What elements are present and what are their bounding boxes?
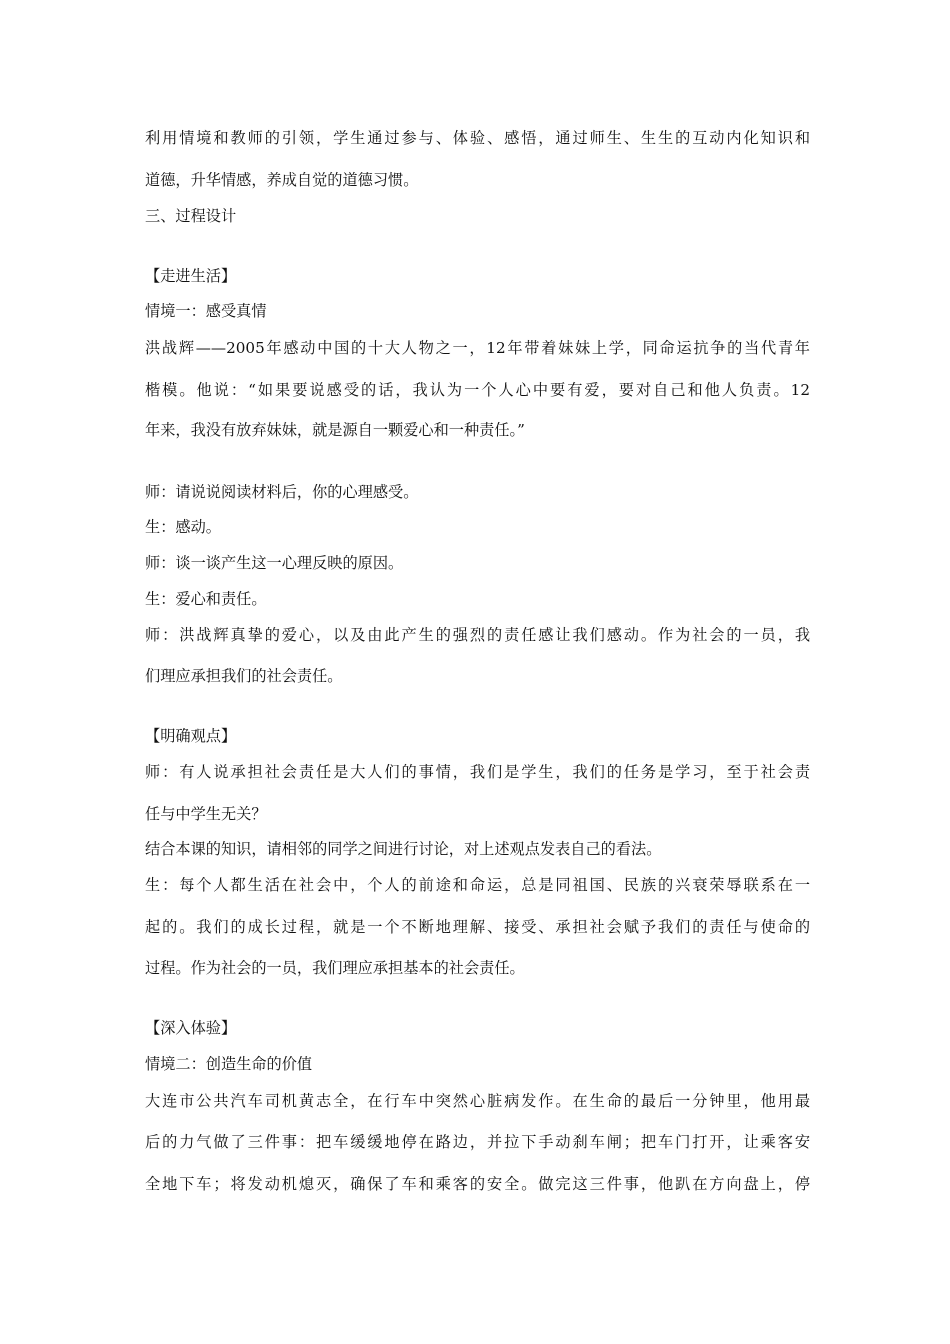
paragraph-line: 洪战辉——2005年感动中国的十大人物之一，12年带着妹妹上学，同命运抗争的当代青年 <box>145 339 810 357</box>
scenario-title: 情境二：创造生命的价值 <box>145 1055 313 1073</box>
paragraph-line: 道德，升华情感，养成自觉的道德习惯。 <box>145 171 419 189</box>
dialogue-line: 师：洪战辉真挚的爱心，以及由此产生的强烈的责任感让我们感动。作为社会的一员，我 <box>145 626 810 644</box>
dialogue-line: 生：爱心和责任。 <box>145 590 267 608</box>
dialogue-line: 师：谈一谈产生这一心理反映的原因。 <box>145 554 404 572</box>
dialogue-line: 师：有人说承担社会责任是大人们的事情，我们是学生，我们的任务是学习，至于社会责 <box>145 763 810 781</box>
dialogue-line: 师：请说说阅读材料后，你的心理感受。 <box>145 483 419 501</box>
paragraph-line: 年来，我没有放弃妹妹，就是源自一颗爱心和一种责任。” <box>145 421 525 439</box>
paragraph-line: 起的。我们的成长过程，就是一个不断地理解、接受、承担社会赋予我们的责任与使命的 <box>145 918 810 936</box>
dialogue-line: 们理应承担我们的社会责任。 <box>145 667 343 685</box>
paragraph-line: 利用情境和教师的引领，学生通过参与、体验、感悟，通过师生、生生的互动内化知识和 <box>145 129 810 147</box>
dialogue-line: 生：感动。 <box>145 518 221 536</box>
section-tag-mingque-guandian: 【明确观点】 <box>145 727 237 745</box>
paragraph-line: 过程。作为社会的一员，我们理应承担基本的社会责任。 <box>145 959 525 977</box>
section-tag-zoujin-shenghuo: 【走进生活】 <box>145 267 237 285</box>
dialogue-line: 任与中学生无关？ <box>145 805 267 823</box>
paragraph-line: 大连市公共汽车司机黄志全，在行车中突然心脏病发作。在生命的最后一分钟里，他用最 <box>145 1092 810 1110</box>
scenario-title: 情境一：感受真情 <box>145 302 267 320</box>
dialogue-line: 生：每个人都生活在社会中，个人的前途和命运，总是同祖国、民族的兴衰荣辱联系在一 <box>145 876 810 894</box>
paragraph-line: 结合本课的知识，请相邻的同学之间进行讨论，对上述观点发表自己的看法。 <box>145 840 662 858</box>
paragraph-line: 楷模。他说：“如果要说感受的话，我认为一个人心中要有爱，要对自己和他人负责。12 <box>145 381 810 399</box>
paragraph-line: 后的力气做了三件事：把车缓缓地停在路边，并拉下手动刹车闸；把车门打开，让乘客安 <box>145 1133 810 1151</box>
section-tag-shenru-tiyan: 【深入体验】 <box>145 1019 237 1037</box>
section-heading: 三、过程设计 <box>145 207 237 225</box>
paragraph-line: 全地下车；将发动机熄灭，确保了车和乘客的安全。做完这三件事，他趴在方向盘上，停 <box>145 1175 810 1193</box>
